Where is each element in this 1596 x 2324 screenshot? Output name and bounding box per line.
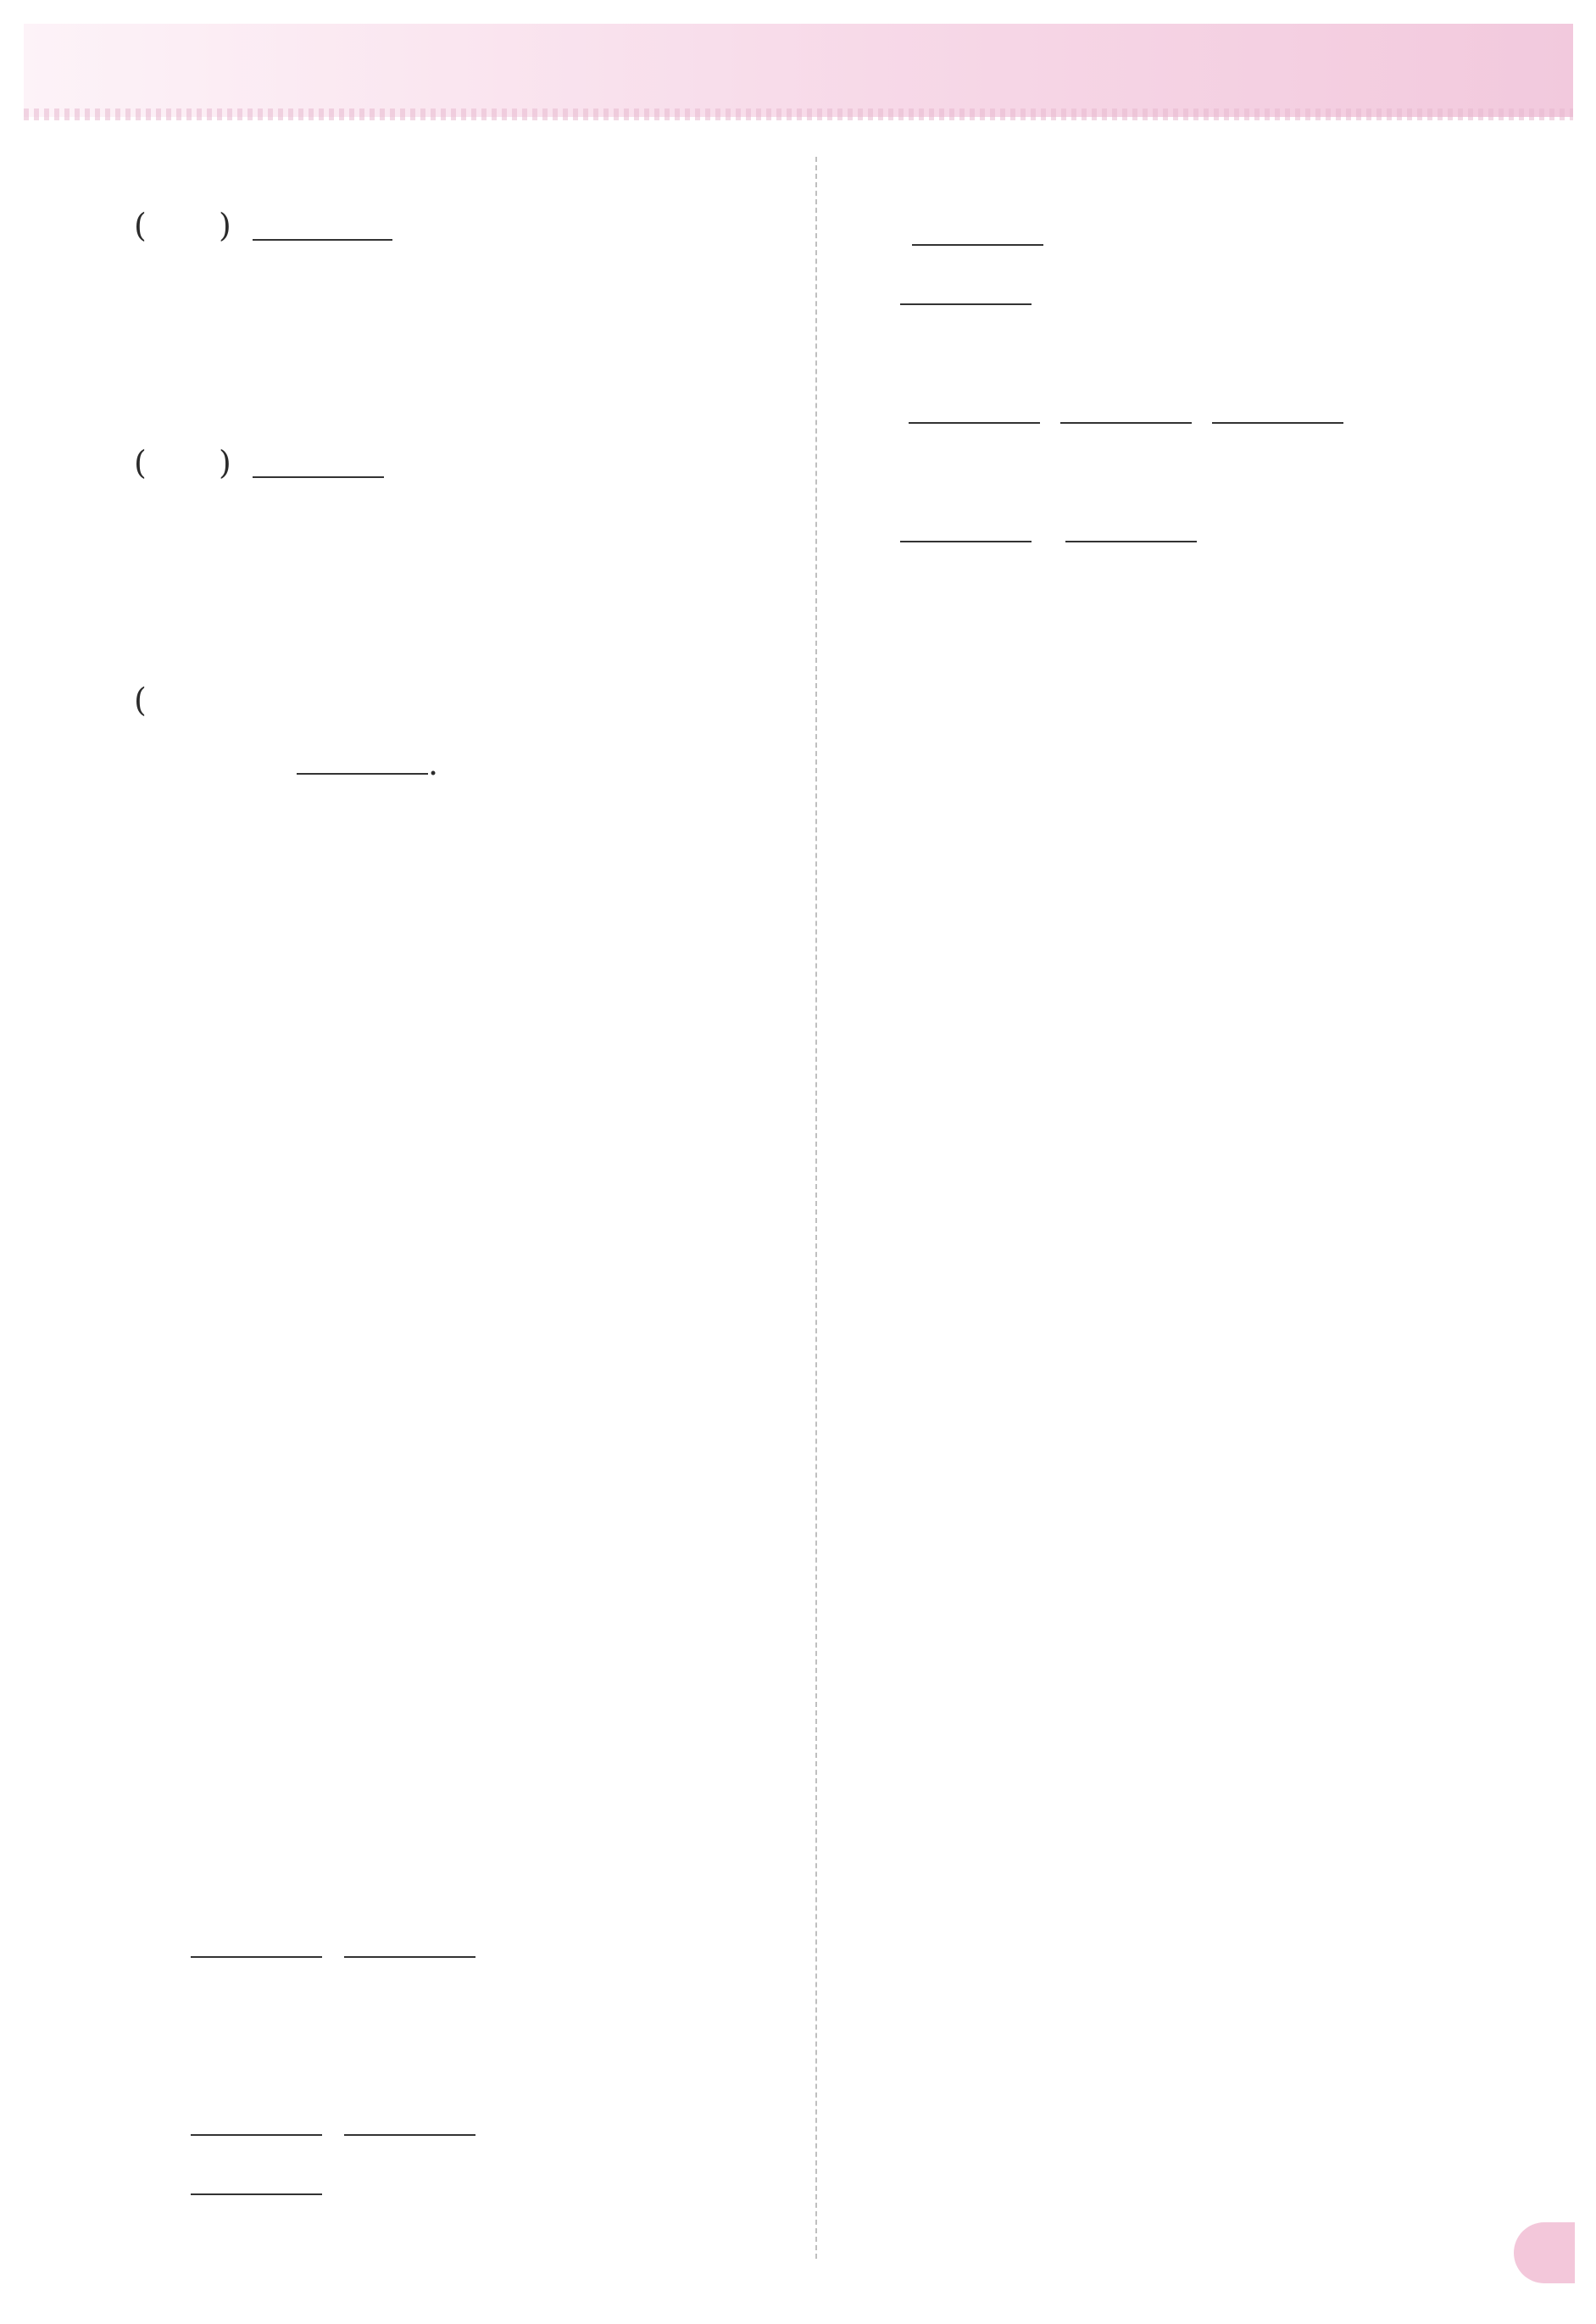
page-number bbox=[1514, 2222, 1575, 2283]
s5-answer-line bbox=[900, 507, 1209, 553]
s2-blank-3[interactable] bbox=[191, 2160, 322, 2195]
s5-blank-2[interactable] bbox=[1065, 507, 1197, 542]
s2-blank-2[interactable] bbox=[344, 2100, 475, 2136]
s2-sentence bbox=[146, 1982, 154, 2024]
q10-blank[interactable] bbox=[297, 739, 428, 775]
q10-text2: . bbox=[297, 739, 438, 785]
column-divider bbox=[815, 157, 817, 2259]
s1-blank-1[interactable] bbox=[191, 1922, 322, 1958]
q8-question bbox=[253, 205, 413, 251]
q8-paren: ( bbox=[134, 207, 147, 244]
s3-blank-1[interactable] bbox=[912, 210, 1043, 246]
s4-blank-3[interactable] bbox=[1212, 388, 1343, 424]
s2-answer-line-2 bbox=[191, 2160, 322, 2205]
s3-answer-line bbox=[900, 210, 1062, 256]
page-header-band bbox=[24, 24, 1573, 117]
q10-question bbox=[219, 680, 225, 722]
s4-blank-2[interactable] bbox=[1060, 388, 1192, 424]
s1-answer-line bbox=[191, 1922, 487, 1968]
q9-blank[interactable] bbox=[253, 442, 384, 478]
q9-question bbox=[253, 442, 384, 488]
s4-blank-1[interactable] bbox=[909, 388, 1040, 424]
header-dotted-border bbox=[24, 108, 1573, 120]
s4-answer-line bbox=[900, 388, 1343, 434]
page-header-title bbox=[1499, 61, 1521, 95]
s3-sentence bbox=[146, 2219, 154, 2261]
s2-answer-line bbox=[191, 2100, 499, 2146]
s3-answer-line-2 bbox=[900, 270, 1042, 315]
s1-blank-2[interactable] bbox=[344, 1922, 475, 1958]
q8-blank[interactable] bbox=[253, 205, 392, 241]
s1-sentence bbox=[146, 1804, 154, 1846]
s3-blank-2[interactable] bbox=[900, 270, 1032, 305]
s2-blank-1[interactable] bbox=[191, 2100, 322, 2136]
s5-blank-1[interactable] bbox=[900, 507, 1032, 542]
